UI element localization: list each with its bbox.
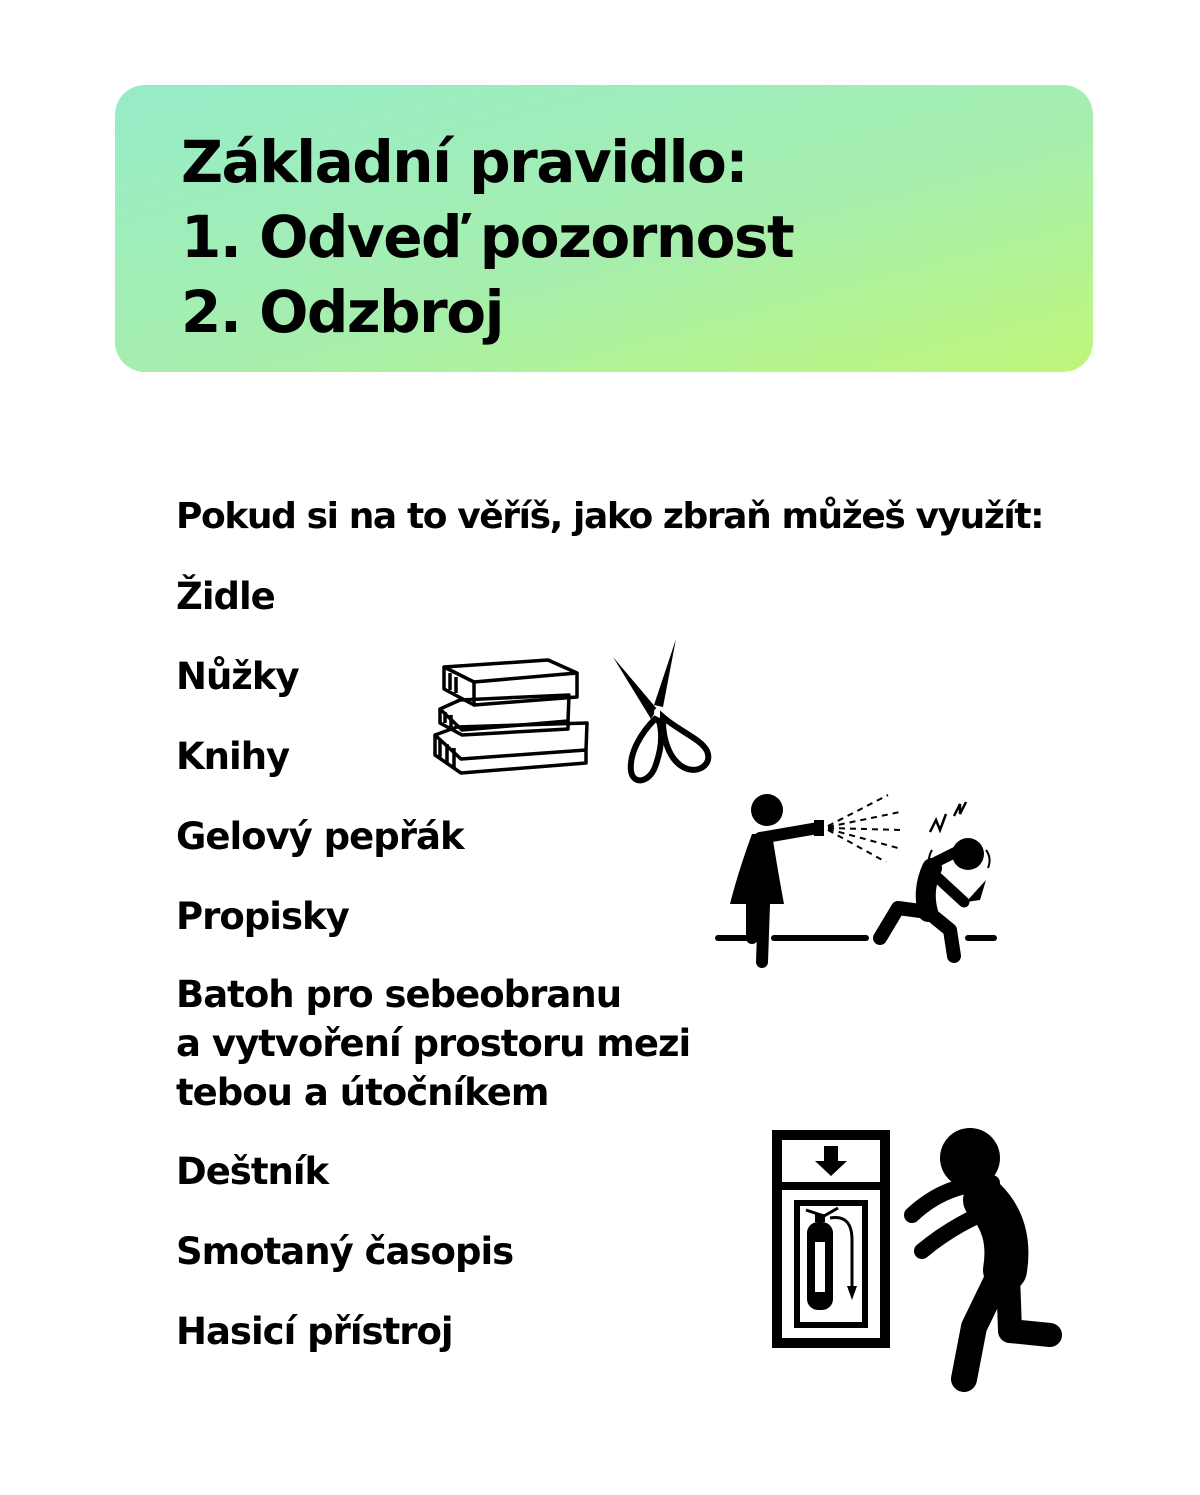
list-item: Smotaný časopis [176, 1230, 514, 1273]
list-item: Gelový pepřák [176, 815, 464, 858]
list-item: Židle [176, 575, 275, 618]
list-item: Knihy [176, 735, 290, 778]
fire-extinguisher-cabinet-icon [770, 1128, 892, 1350]
list-item: Nůžky [176, 655, 299, 698]
intro-text: Pokud si na to věříš, jako zbraň můžeš využít: [176, 496, 1044, 537]
header-card [115, 85, 1093, 372]
rule-step-2: 2. Odzbroj [181, 278, 504, 346]
pepper-spray-defense-icon [710, 790, 1010, 970]
list-item: Deštník [176, 1150, 329, 1193]
header-title: Základní pravidlo: [181, 128, 748, 196]
list-item: tebou a útočníkem [176, 1071, 549, 1114]
list-item: a vytvoření prostoru mezi [176, 1022, 691, 1065]
books-icon [430, 655, 595, 780]
rule-step-1: 1. Odveď pozornost [181, 203, 794, 271]
list-item: Hasicí přístroj [176, 1310, 453, 1353]
list-item: Batoh pro sebeobranu [176, 973, 622, 1016]
running-person-icon [900, 1125, 1065, 1395]
list-item: Propisky [176, 895, 349, 938]
scissors-icon [605, 635, 715, 790]
